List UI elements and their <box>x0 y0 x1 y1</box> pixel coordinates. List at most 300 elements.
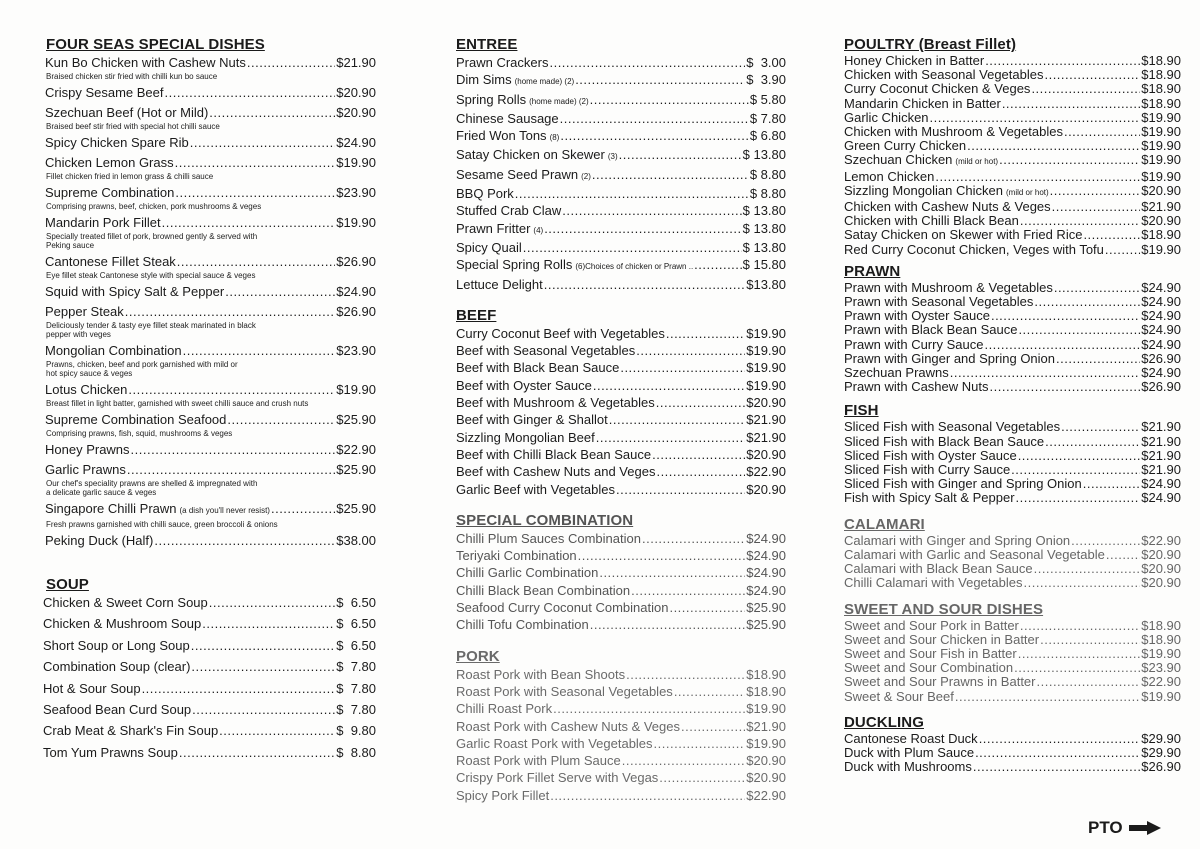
item-name: Sizzling Mongolian Beef <box>456 429 595 445</box>
item-price: $18.90 <box>1141 617 1181 633</box>
item-name: Sliced Fish with Seasonal Vegetables <box>844 419 1061 435</box>
item-price: $24.90 <box>336 135 376 150</box>
section-title: FOUR SEAS SPECIAL DISHES <box>46 36 265 53</box>
section-pork <box>453 648 786 804</box>
menu-item <box>40 461 376 479</box>
dot-leader <box>225 283 335 301</box>
item-price: $ 6.50 <box>336 595 376 610</box>
item-name: Prawn with Mushroom & Vegetables <box>844 279 1053 295</box>
item-name: Duck with Mushrooms <box>844 759 972 775</box>
item-price: $13.80 <box>746 276 786 292</box>
item-name: Curry Coconut Chicken & Veges <box>844 81 1031 97</box>
item-name: Sweet and Sour Prawns in Batter <box>844 674 1036 690</box>
item-name: Beef with Seasonal Vegetables <box>456 343 636 359</box>
menu-item <box>843 200 1181 214</box>
item-name: Fish with Spicy Salt & Pepper <box>844 490 1015 506</box>
menu-item <box>40 84 376 102</box>
menu-item <box>843 214 1181 228</box>
item-price: $25.90 <box>336 412 376 427</box>
item-list <box>843 534 1181 591</box>
item-name: Sweet & Sour Beef <box>844 688 954 704</box>
item-price: $24.90 <box>746 530 786 546</box>
dot-leader <box>1054 281 1140 295</box>
item-price: $ 13.80 <box>742 239 786 255</box>
item-price: $20.90 <box>336 85 376 100</box>
dot-leader <box>967 139 1140 153</box>
item-price: $18.90 <box>746 683 786 699</box>
item-name: Prawn Fritter <box>456 220 531 236</box>
item-note: (a dish you'll never resist) <box>179 506 270 515</box>
item-name: Roast Pork with Seasonal Vegetables <box>456 683 673 699</box>
item-name: Honey Prawns <box>45 442 130 457</box>
item-price: $ 15.80 <box>742 257 786 273</box>
item-price: $ 3.00 <box>746 55 786 70</box>
item-price: $19.90 <box>1141 152 1181 168</box>
menu-item <box>453 276 786 293</box>
item-name: Stuffed Crab Claw <box>456 203 562 219</box>
item-price: $26.90 <box>1141 759 1181 775</box>
menu-item <box>453 71 786 90</box>
menu-item <box>843 97 1181 111</box>
dot-leader <box>991 309 1140 323</box>
menu-item <box>453 700 786 717</box>
item-name: Chicken with Mushroom & Vegetables <box>844 124 1063 140</box>
section-calamari <box>843 516 1181 591</box>
menu-item <box>40 381 376 399</box>
menu-item <box>843 68 1181 82</box>
item-price: $25.90 <box>336 462 376 477</box>
item-name: Crab Meat & Shark's Fin Soup <box>43 723 219 739</box>
dot-leader <box>666 325 745 342</box>
dot-leader <box>1016 491 1141 505</box>
menu-item <box>453 239 786 256</box>
item-note: (4) <box>533 225 544 235</box>
menu-item <box>453 735 786 752</box>
description-line: Braised chicken stir fried with chilli kun bo sauce <box>46 72 218 81</box>
menu-item <box>843 153 1181 169</box>
section-title: CALAMARI <box>844 515 925 533</box>
item-name: Chicken with Chilli Black Bean <box>844 213 1019 229</box>
section-duckling <box>843 714 1181 775</box>
dot-leader <box>191 658 335 676</box>
item-name: Chicken with Cashew Nuts & Veges <box>844 199 1051 215</box>
menu-item <box>843 295 1181 309</box>
dot-leader <box>1040 633 1140 647</box>
item-price: $22.90 <box>1141 674 1181 690</box>
dot-leader <box>593 377 745 394</box>
dot-leader <box>1034 562 1141 576</box>
section-title: SOUP <box>46 576 89 593</box>
item-name: Roast Pork with Bean Shoots <box>456 666 626 682</box>
menu-item <box>40 701 376 719</box>
menu-item <box>843 125 1181 139</box>
dot-leader <box>656 463 745 480</box>
item-price: $20.90 <box>1141 575 1181 591</box>
menu-item <box>40 658 376 676</box>
item-price: $23.90 <box>1141 660 1181 676</box>
menu-item <box>843 463 1181 477</box>
menu-item <box>843 633 1181 647</box>
item-note: (8) <box>549 133 560 143</box>
item-note: (3) <box>607 152 618 162</box>
dot-leader <box>190 134 335 152</box>
dot-leader <box>642 530 745 547</box>
item-name: BBQ Pork <box>456 186 514 202</box>
dot-leader <box>659 769 745 786</box>
item-price: $20.90 <box>746 446 786 462</box>
dot-leader <box>985 54 1140 68</box>
menu-item <box>843 661 1181 675</box>
dot-leader <box>592 166 749 183</box>
dot-leader <box>674 683 745 700</box>
item-price: $26.90 <box>1141 379 1181 395</box>
item-price: $21.90 <box>746 718 786 734</box>
item-name: Tom Yum Prawns Soup <box>43 744 178 760</box>
item-description <box>46 122 376 131</box>
item-name: Seafood Curry Coconut Combination <box>456 600 669 616</box>
dot-leader <box>694 256 741 273</box>
section-title: SWEET AND SOUR DISHES <box>844 600 1044 618</box>
menu-item <box>453 146 786 165</box>
dot-leader <box>549 54 745 71</box>
item-name: Cantonese Fillet Steak <box>45 254 176 269</box>
item-name: Spring Rolls <box>456 91 527 107</box>
item-price: $22.90 <box>746 464 786 480</box>
item-note: (home made) (2) <box>514 77 575 87</box>
item-name: Chicken & Sweet Corn Soup <box>43 595 208 610</box>
item-description <box>46 520 376 529</box>
item-name: Dim Sims <box>456 72 512 88</box>
menu-item <box>40 342 376 360</box>
dot-leader <box>622 752 746 769</box>
menu-item <box>453 91 786 110</box>
description-line: Peking sauce <box>46 241 95 250</box>
item-price: $19.90 <box>336 155 376 170</box>
section-title: PORK <box>456 647 500 665</box>
description-line: Fresh prawns garnished with chilli sauce, green broccoli & onions <box>46 520 278 529</box>
menu-item <box>453 359 786 376</box>
menu-item <box>453 185 786 202</box>
item-name: Calamari with Ginger and Spring Onion <box>844 532 1071 548</box>
item-description <box>46 72 376 81</box>
item-name: Chilli Calamari with Vegetables <box>844 575 1023 591</box>
item-list <box>843 619 1181 704</box>
dot-leader <box>1071 534 1140 548</box>
dot-leader <box>523 239 742 256</box>
section-sweet-sour <box>843 601 1181 704</box>
dot-leader <box>177 253 335 271</box>
dot-leader <box>162 214 336 232</box>
item-name: Supreme Combination Seafood <box>45 412 227 427</box>
menu-item <box>843 82 1181 96</box>
item-list <box>453 530 786 634</box>
dot-leader <box>179 744 335 762</box>
item-name: Satay Chicken on Skewer with Fried Rice <box>844 227 1083 243</box>
dot-leader <box>550 787 745 804</box>
menu-item <box>843 139 1181 153</box>
item-price: $19.90 <box>746 343 786 359</box>
item-name: Prawn with Oyster Sauce <box>844 308 990 324</box>
column-left <box>40 36 376 765</box>
dot-leader <box>227 411 335 429</box>
item-price: $19.90 <box>746 325 786 341</box>
item-price: $23.90 <box>336 343 376 358</box>
dot-leader <box>544 220 741 237</box>
item-name: Satay Chicken on Skewer <box>456 147 605 163</box>
item-name: Short Soup or Long Soup <box>43 637 190 653</box>
menu-item <box>843 420 1181 434</box>
dot-leader <box>175 154 336 172</box>
menu-item <box>843 675 1181 689</box>
menu-item <box>40 154 376 172</box>
item-price: $25.90 <box>746 617 786 633</box>
menu-item <box>843 477 1181 491</box>
menu-item <box>453 394 786 411</box>
menu-item <box>843 619 1181 633</box>
item-price: $21.90 <box>1141 419 1181 435</box>
dot-leader <box>1018 647 1141 661</box>
item-name: Chilli Garlic Combination <box>456 565 599 581</box>
menu-item <box>40 594 376 612</box>
item-description <box>46 232 376 250</box>
dot-leader <box>955 690 1140 704</box>
item-price: $ 9.80 <box>336 723 376 739</box>
item-list <box>843 732 1181 775</box>
menu-item <box>843 746 1181 760</box>
section-poultry <box>843 36 1181 257</box>
menu-item <box>40 615 376 633</box>
item-price: $21.90 <box>336 55 376 70</box>
item-price: $18.90 <box>1141 67 1181 83</box>
dot-leader <box>1034 295 1140 309</box>
dot-leader <box>1044 68 1140 82</box>
menu-item <box>843 534 1181 548</box>
dot-leader <box>125 303 335 321</box>
item-description <box>46 429 376 438</box>
item-name: Sliced Fish with Ginger and Spring Onion <box>844 476 1082 492</box>
item-price: $21.90 <box>1141 199 1181 215</box>
item-name: Garlic Beef with Vegetables <box>456 481 615 497</box>
menu-item <box>843 435 1181 449</box>
item-note: (6)Choices of chicken or Prawn .. <box>575 262 694 272</box>
description-line: Comprising prawns, fish, squid, mushrooms & veges <box>46 429 233 438</box>
dot-leader <box>1105 243 1140 257</box>
dot-leader <box>656 394 746 411</box>
dot-leader <box>626 666 745 683</box>
item-description <box>46 399 376 408</box>
menu-item <box>843 281 1181 295</box>
description-line: Braised beef stir fried with special hot chilli sauce <box>46 122 220 131</box>
item-price: $ 13.80 <box>742 147 786 163</box>
item-price: $19.90 <box>336 382 376 397</box>
dot-leader <box>609 411 745 428</box>
item-name: Beef with Cashew Nuts and Veges <box>456 464 656 480</box>
dot-leader <box>930 111 1141 125</box>
item-name: Calamari with Black Bean Sauce <box>844 561 1033 577</box>
description-line: Deliciously tender & tasty eye fillet steak marinated in black <box>46 321 256 330</box>
menu-item <box>40 303 376 321</box>
menu-item <box>843 170 1181 184</box>
section-prawn <box>843 263 1181 395</box>
description-line: Comprising prawns, beef, chicken, pork mushrooms & veges <box>46 202 262 211</box>
dot-leader <box>596 429 745 446</box>
menu-item <box>453 582 786 599</box>
menu-item <box>40 283 376 301</box>
dot-leader <box>560 127 749 144</box>
item-price: $29.90 <box>1141 730 1181 746</box>
item-name: Szechuan Beef (Hot or Mild) <box>45 105 209 120</box>
description-line: hot spicy sauce & veges <box>46 369 133 378</box>
item-price: $ 3.90 <box>746 72 786 88</box>
item-price: $19.90 <box>336 215 376 230</box>
item-name: Sliced Fish with Black Bean Sauce <box>844 433 1045 449</box>
item-list <box>453 666 786 804</box>
item-name: Combination Soup (clear) <box>43 659 191 675</box>
pto-indicator <box>1088 818 1161 838</box>
dot-leader <box>1014 661 1140 675</box>
item-note: (home made) (2) <box>529 96 589 106</box>
item-price: $24.90 <box>1141 294 1181 310</box>
dot-leader <box>935 170 1140 184</box>
menu-item <box>453 54 786 71</box>
description-line: Breast fillet in light batter, garnished with sweet chilli sauce and crush nuts <box>46 399 309 408</box>
item-price: $38.00 <box>336 533 376 548</box>
item-price: $25.90 <box>746 600 786 616</box>
item-name: Supreme Combination <box>45 185 175 200</box>
item-list <box>843 54 1181 257</box>
dot-leader <box>560 110 749 127</box>
item-price: $18.90 <box>1141 95 1181 111</box>
item-price: $19.90 <box>1141 168 1181 184</box>
item-price: $18.90 <box>1141 81 1181 97</box>
item-price: $26.90 <box>1141 350 1181 366</box>
item-name: Special Spring Rolls <box>456 257 573 273</box>
item-price: $ 7.80 <box>336 659 376 675</box>
dot-leader <box>975 746 1140 760</box>
item-price: $ 5.80 <box>749 91 786 107</box>
menu-item <box>453 377 786 394</box>
item-list <box>453 54 786 293</box>
item-price: $24.90 <box>746 582 786 598</box>
dot-leader <box>1061 420 1140 434</box>
item-description <box>46 321 376 339</box>
item-price: $19.90 <box>746 701 786 717</box>
item-name: Sliced Fish with Curry Sauce <box>844 462 1011 478</box>
item-price: $21.90 <box>1141 447 1181 463</box>
item-note: (mild or hot) <box>955 157 999 167</box>
item-price: $20.90 <box>1141 182 1181 198</box>
item-name: Spicy Pork Fillet <box>456 787 550 803</box>
dot-leader <box>128 381 335 399</box>
menu-item <box>40 637 376 655</box>
section-beef <box>453 307 786 498</box>
item-name: Szechuan Prawns <box>844 365 949 381</box>
menu-item <box>843 309 1181 323</box>
menu-item <box>40 441 376 459</box>
item-note: (2) <box>581 171 591 181</box>
section-entree <box>453 36 786 293</box>
item-price: $26.90 <box>336 254 376 269</box>
dot-leader <box>1056 352 1140 366</box>
item-name: Kun Bo Chicken with Cashew Nuts <box>45 55 246 70</box>
item-price: $24.90 <box>336 284 376 299</box>
item-price: $19.90 <box>1141 138 1181 154</box>
menu-item <box>453 166 786 185</box>
item-list <box>843 420 1181 505</box>
menu-item <box>453 429 786 446</box>
dot-leader <box>154 532 335 550</box>
item-name: Beef with Chilli Black Bean Sauce <box>456 446 652 462</box>
section-four-seas <box>40 36 376 552</box>
menu-item <box>453 787 786 804</box>
menu-item <box>453 666 786 683</box>
menu-item <box>843 366 1181 380</box>
item-name: Honey Chicken in Batter <box>844 53 985 68</box>
menu-item <box>843 243 1181 257</box>
section-special-combination <box>453 512 786 634</box>
item-name: Sweet and Sour Chicken in Batter <box>844 631 1040 647</box>
menu-item <box>40 104 376 122</box>
menu-item <box>453 411 786 428</box>
menu-item <box>843 690 1181 704</box>
dot-leader <box>1037 675 1141 689</box>
item-description <box>46 271 376 280</box>
menu-item <box>40 532 376 550</box>
dot-leader <box>191 637 336 655</box>
menu-item <box>453 769 786 786</box>
dot-leader <box>202 615 335 633</box>
item-note: (mild or hot) <box>1005 187 1049 197</box>
menu-item <box>843 562 1181 576</box>
dot-leader <box>219 722 335 740</box>
item-name: Spicy Quail <box>456 239 522 255</box>
item-name: Cantonese Roast Duck <box>844 730 978 746</box>
menu-item <box>453 325 786 342</box>
item-price: $ 7.80 <box>336 680 376 696</box>
dot-leader <box>990 380 1141 394</box>
dot-leader <box>1064 125 1140 139</box>
description-line: Eye fillet steak Cantonese style with special sauce & veges <box>46 271 256 280</box>
dot-leader <box>209 594 335 612</box>
item-price: $19.90 <box>1141 645 1181 661</box>
item-price: $20.90 <box>336 105 376 120</box>
item-name: Chilli Tofu Combination <box>456 617 589 633</box>
item-name: Lotus Chicken <box>45 382 128 397</box>
dot-leader <box>950 366 1140 380</box>
dot-leader <box>979 732 1141 746</box>
menu-item <box>843 54 1181 68</box>
item-price: $18.90 <box>746 666 786 682</box>
dot-leader <box>544 276 746 293</box>
menu-item <box>453 718 786 735</box>
item-name: Duck with Plum Sauce <box>844 744 975 760</box>
right-arrow-icon <box>1129 821 1161 835</box>
item-name: Curry Coconut Beef with Vegetables <box>456 325 665 341</box>
column-middle <box>453 36 786 804</box>
menu-item <box>843 576 1181 590</box>
dot-leader <box>271 500 335 518</box>
menu-item <box>453 110 786 127</box>
item-name: Lemon Chicken <box>844 168 935 184</box>
description-line: Our chef's speciality prawns are shelled & impregnated with <box>46 479 258 488</box>
section-title: ENTREE <box>456 36 518 53</box>
menu-item <box>453 616 786 633</box>
item-name: Garlic Prawns <box>45 462 126 477</box>
dot-leader <box>1020 214 1140 228</box>
item-name: Beef with Ginger & Shallot <box>456 412 608 428</box>
item-name: Sesame Seed Prawn <box>456 166 579 182</box>
menu-item <box>453 599 786 616</box>
